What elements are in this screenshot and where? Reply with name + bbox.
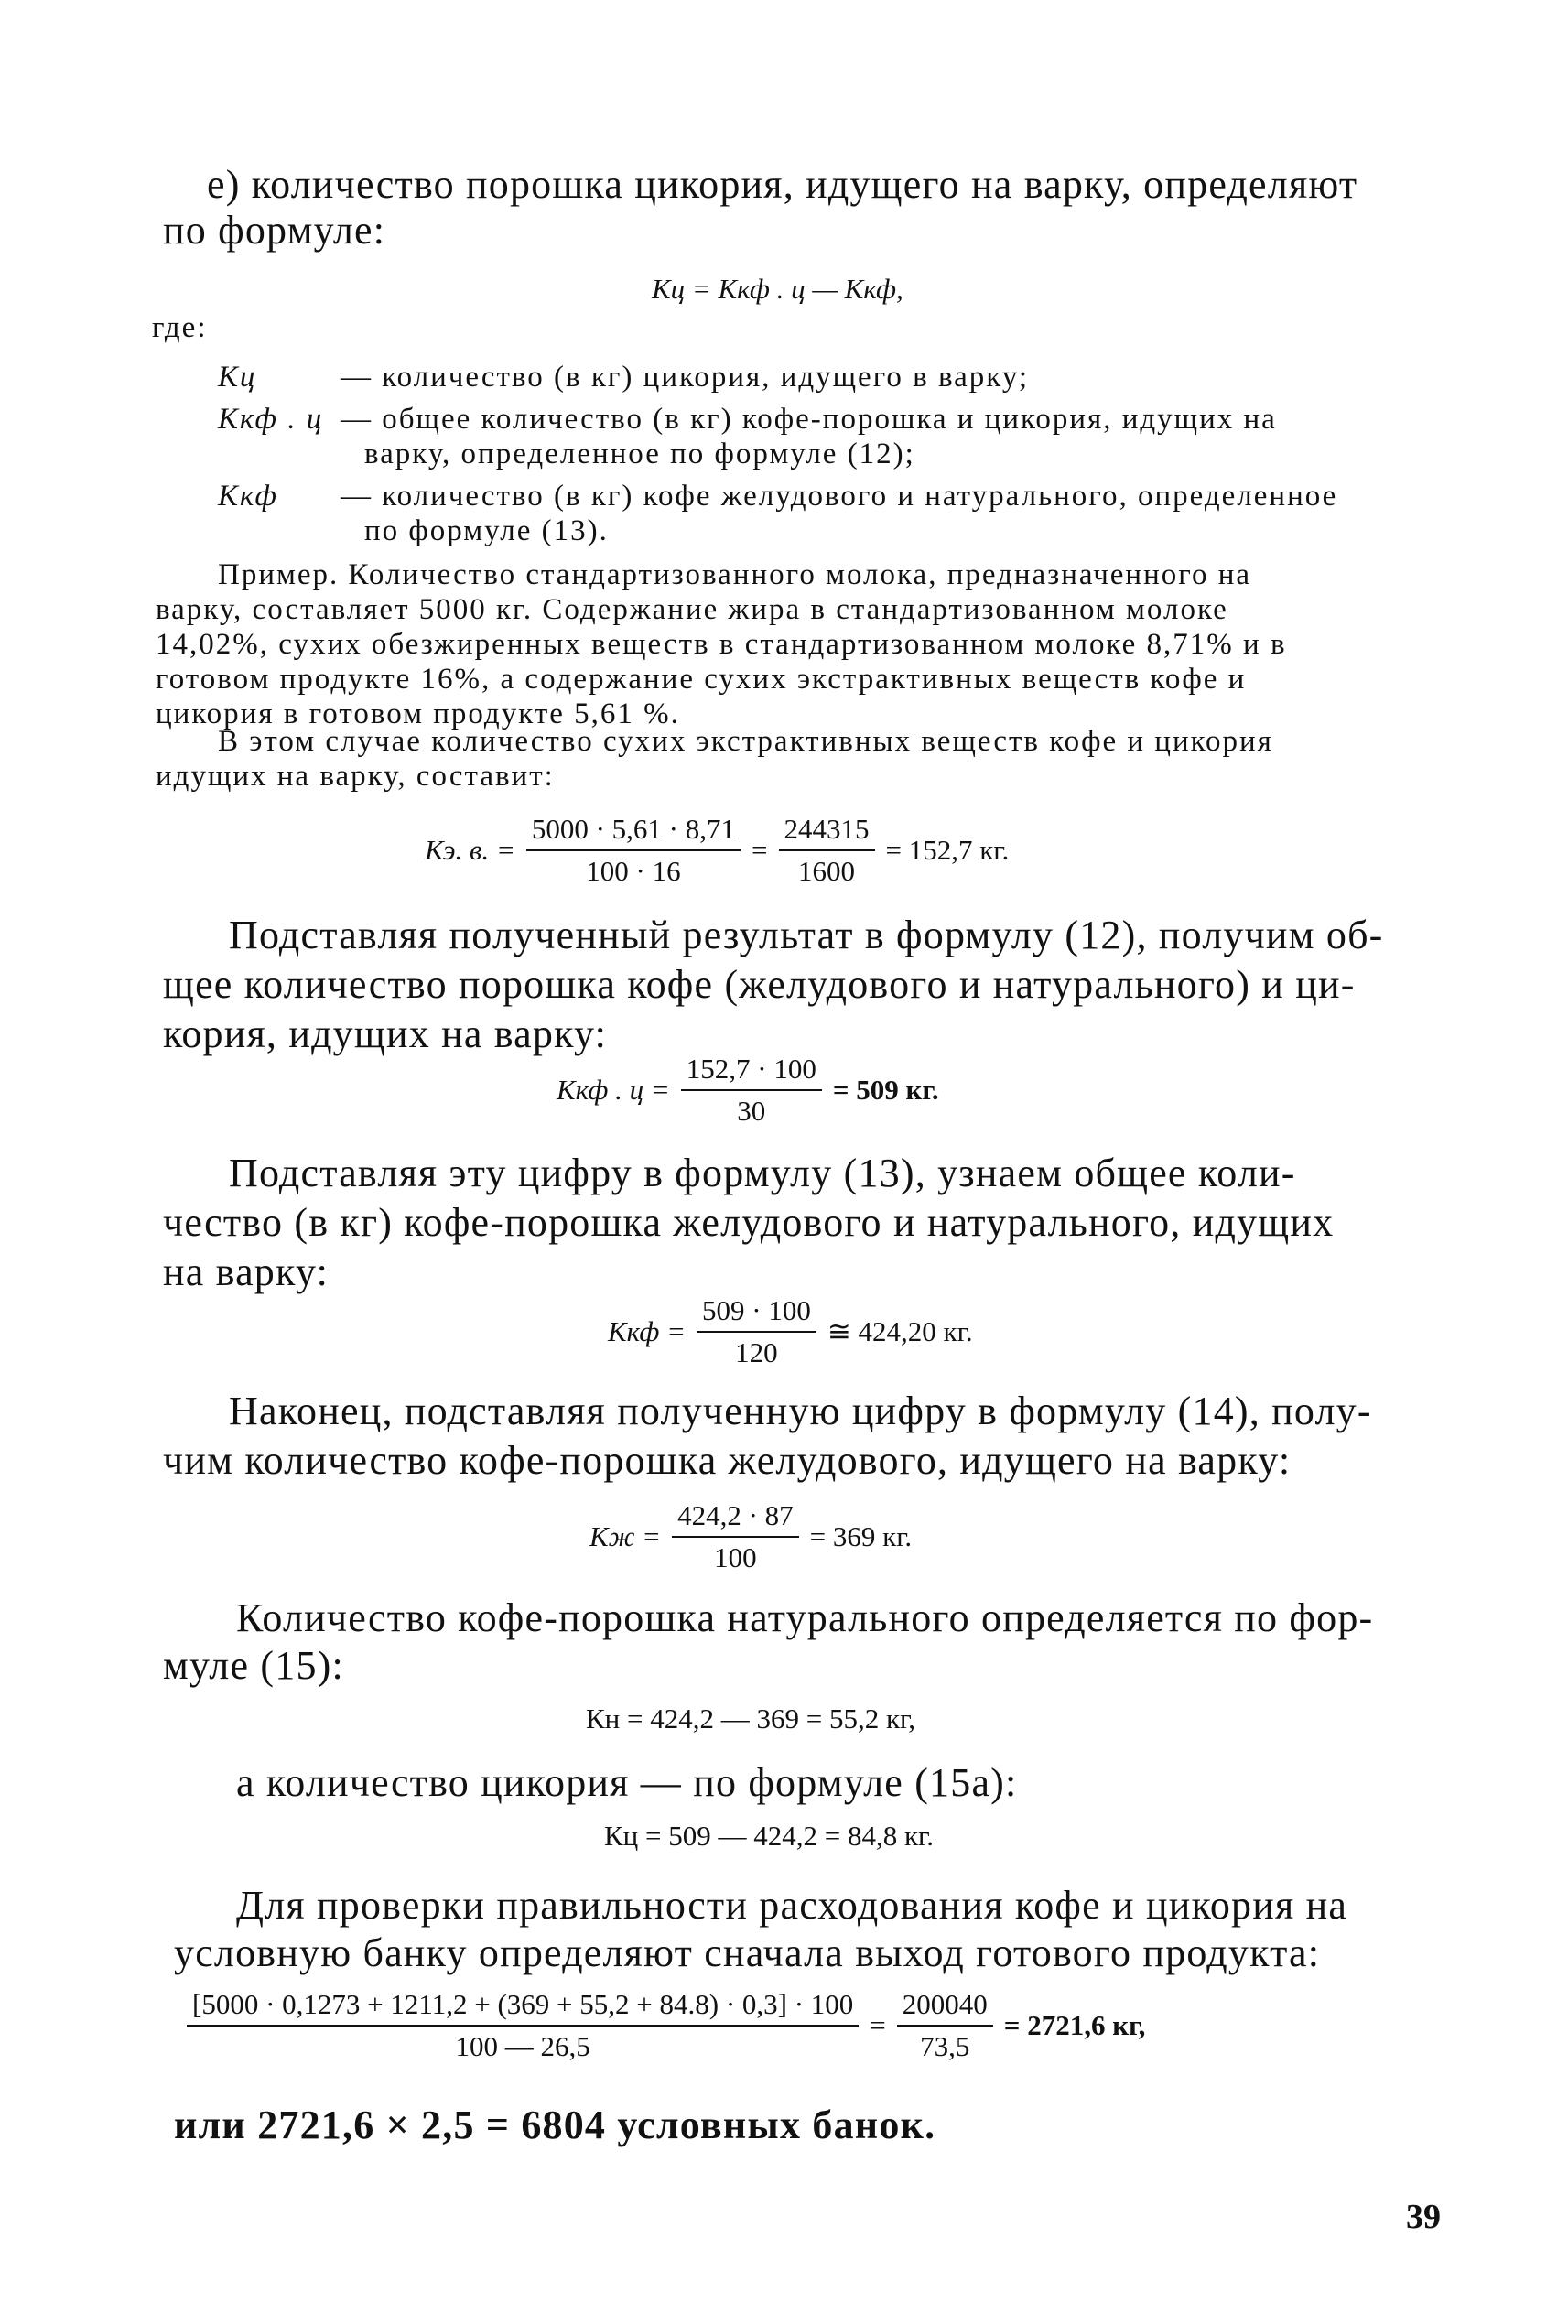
- para-line: Подставляя эту цифру в формулу (13), узнаем общее коли-: [229, 1151, 1296, 1195]
- para-line: условную банку определяют сначала выход готового продукта:: [174, 1930, 1321, 1975]
- page-number: 39: [1406, 2198, 1441, 2236]
- para-line: чество (в кг) кофе-порошка желудового и натурального, идущих: [163, 1200, 1335, 1245]
- denominator: 100 · 16: [586, 855, 681, 887]
- formula-acorn: [586, 1499, 915, 1574]
- para-line: на варку:: [163, 1249, 329, 1294]
- para-line: а количество цикория — по формуле (15а):: [236, 1760, 1018, 1805]
- numerator: [5000 · 0,1273 + 1211,2 + (369 + 55,2 + 84.8) · 0,3] · 100: [187, 1988, 859, 2027]
- denominator: 1600: [798, 855, 855, 887]
- def-symbol: Ккф: [218, 480, 278, 513]
- example-line: готовом продукте 16%, а содержание сухих экстрактивных веществ кофе и: [156, 663, 1247, 696]
- numerator: 424,2 · 87: [672, 1499, 799, 1538]
- numerator: 152,7 · 100: [681, 1053, 822, 1091]
- where-label: где:: [152, 311, 208, 344]
- formula-e-lhs: Кц: [652, 273, 686, 305]
- formula-lhs: Кж =: [589, 1520, 662, 1552]
- numerator: 244315: [779, 813, 875, 851]
- def-text: — общее количество (в кг) кофе-порошка и цикория, идущих на: [341, 403, 1277, 436]
- para-line: Количество кофе-порошка натурального определяется по фор-: [236, 1595, 1374, 1640]
- formula-lhs: Ккф . ц =: [557, 1074, 670, 1106]
- denominator: 30: [737, 1095, 766, 1127]
- intro-line-2: по формуле:: [163, 208, 386, 253]
- example-line: 14,02%, сухих обезжиренных веществ в стандартизованном молоке 8,71% и в: [156, 628, 1287, 661]
- para-line: Наконец, подставляя полученную цифру в формулу (14), полу-: [229, 1389, 1372, 1433]
- formula-coffee: [604, 1294, 977, 1369]
- fraction: [668, 1499, 803, 1574]
- fraction: [677, 1053, 826, 1128]
- def-symbol: Ккф . ц: [218, 403, 324, 436]
- denominator: 120: [735, 1336, 778, 1368]
- final-line: или 2721,6 × 2,5 = 6804 условных банок.: [174, 2102, 936, 2147]
- formula-extract: [421, 813, 1012, 888]
- formula-coffee-chicory: [553, 1053, 943, 1128]
- result: = 152,7 кг.: [885, 834, 1010, 866]
- formula-lhs: Ккф =: [608, 1315, 686, 1347]
- fraction: [893, 1988, 997, 2063]
- denominator: 73,5: [920, 2030, 970, 2062]
- fraction: [523, 813, 744, 888]
- formula-e: [652, 273, 903, 306]
- para-line: муле (15):: [163, 1643, 344, 1688]
- fraction: [775, 813, 879, 888]
- def-text-cont: по формуле (13).: [364, 514, 609, 547]
- def-text: — количество (в кг) цикория, идущего в варку;: [341, 361, 1030, 394]
- result: = 2721,6 кг,: [1003, 2009, 1146, 2041]
- result: = 509 кг.: [832, 1074, 939, 1106]
- def-text: — количество (в кг) кофе желудового и натурального, определенное: [341, 480, 1338, 513]
- fraction: [693, 1294, 820, 1369]
- example-line: Пример. Количество стандартизованного молока, предназначенного на: [218, 558, 1252, 591]
- para-line: Для проверки правильности расходования кофе и цикория на: [236, 1883, 1348, 1928]
- denominator: 100: [714, 1541, 757, 1573]
- formula-natural: Кн = 424,2 — 369 = 55,2 кг,: [586, 1702, 916, 1735]
- formula-yield: [179, 1988, 1149, 2063]
- fraction: [183, 1988, 862, 2063]
- para-line: Подставляя полученный результат в формулу (12), получим об-: [229, 913, 1384, 957]
- example-line: В этом случае количество сухих экстрактивных веществ кофе и цикория: [218, 725, 1273, 758]
- formula-chicory: Кц = 509 — 424,2 = 84,8 кг.: [604, 1820, 935, 1852]
- result: ≅ 424,20 кг.: [827, 1315, 973, 1347]
- result: = 369 кг.: [809, 1520, 913, 1552]
- equals: =: [752, 834, 768, 866]
- para-line: щее количество порошка кофе (желудового и натурального) и ци-: [163, 962, 1356, 1007]
- para-line: кория, идущих на варку:: [163, 1011, 608, 1056]
- intro-line-1: е) количество порошка цикория, идущего на варку, определяют: [207, 162, 1358, 207]
- example-line: идущих на варку, составит:: [156, 760, 555, 793]
- formula-e-op: =: [691, 273, 711, 305]
- example-line: цикория в готовом продукте 5,61 %.: [156, 697, 680, 730]
- numerator: 509 · 100: [697, 1294, 816, 1333]
- formula-e-rhs: Ккф . ц — Ккф,: [718, 273, 903, 305]
- equals: =: [870, 2009, 886, 2041]
- denominator: 100 — 26,5: [455, 2030, 590, 2062]
- numerator: 5000 · 5,61 · 8,71: [526, 813, 741, 851]
- example-line: варку, составляет 5000 кг. Содержание жира в стандартизованном молоке: [156, 593, 1228, 626]
- numerator: 200040: [897, 1988, 993, 2027]
- para-line: чим количество кофе-порошка желудового, идущего на варку:: [163, 1438, 1292, 1483]
- def-symbol: Кц: [218, 361, 257, 394]
- formula-lhs: Кэ. в. =: [425, 834, 515, 866]
- def-text-cont: варку, определенное по формуле (12);: [364, 438, 915, 470]
